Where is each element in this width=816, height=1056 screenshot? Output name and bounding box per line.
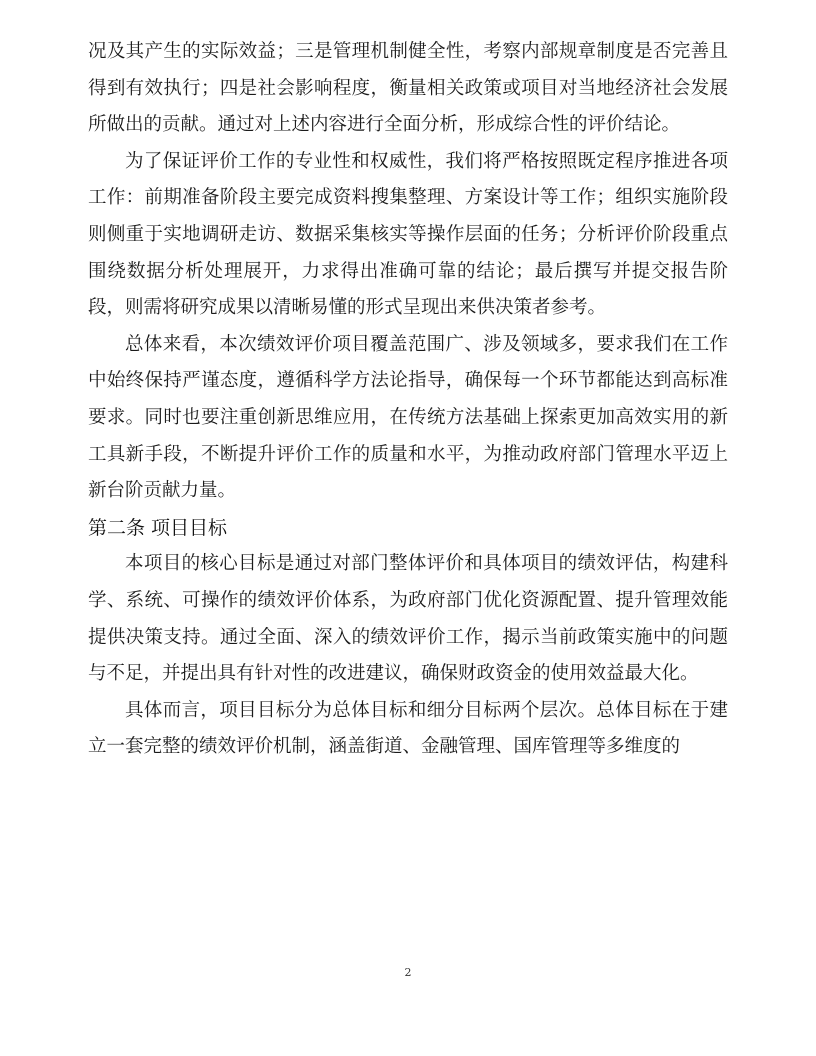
paragraph-evaluation-procedure: 为了保证评价工作的专业性和权威性，我们将严格按照既定程序推进各项工作：前期准备阶段主要完成资料搜集整理、方案设计等工作；组织实施阶段则侧重于实地调研走访、数据采集核实等操作层面的任务；分析评价阶段重点围绕数据分析处理展开，力求得出准确可靠的结论；最后撰写并提交报告阶段，则需将研究成果以清晰易懂的形式呈现出来供决策者参考。 (88, 150, 728, 319)
document-body (88, 34, 728, 766)
paragraph-objective-levels: 具体而言，项目目标分为总体目标和细分目标两个层次。总体目标在于建立一套完整的绩效评价机制，涵盖街道、金融管理、国库管理等多维度的 (88, 699, 728, 758)
paragraph-continued: 况及其产生的实际效益；三是管理机制健全性，考察内部规章制度是否完善且得到有效执行；四是社会影响程度，衡量相关政策或项目对当地经济社会发展所做出的贡献。通过对上述内容进行全面分析，形成综合性的评价结论。 (88, 41, 728, 136)
page-number: 2 (404, 966, 412, 979)
section-heading-project-objectives: 第二条 项目目标 (88, 516, 228, 539)
paragraph-core-objective: 本项目的核心目标是通过对部门整体评价和具体项目的绩效评估，构建科学、系统、可操作的绩效评价体系，为政府部门优化资源配置、提升管理效能提供决策支持。通过全面、深入的绩效评价工作，揭示当前政策实施中的问题与不足，并提出具有针对性的改进建议，确保财政资金的使用效益最大化。 (88, 553, 728, 685)
paragraph-overall-summary: 总体来看，本次绩效评价项目覆盖范围广、涉及领域多，要求我们在工作中始终保持严谨态度，遵循科学方法论指导，确保每一个环节都能达到高标准要求。同时也要注重创新思维应用，在传统方法基础上探索更加高效实用的新工具新手段，不断提升评价工作的质量和水平，为推动政府部门管理水平迈上新台阶贡献力量。 (88, 333, 728, 502)
